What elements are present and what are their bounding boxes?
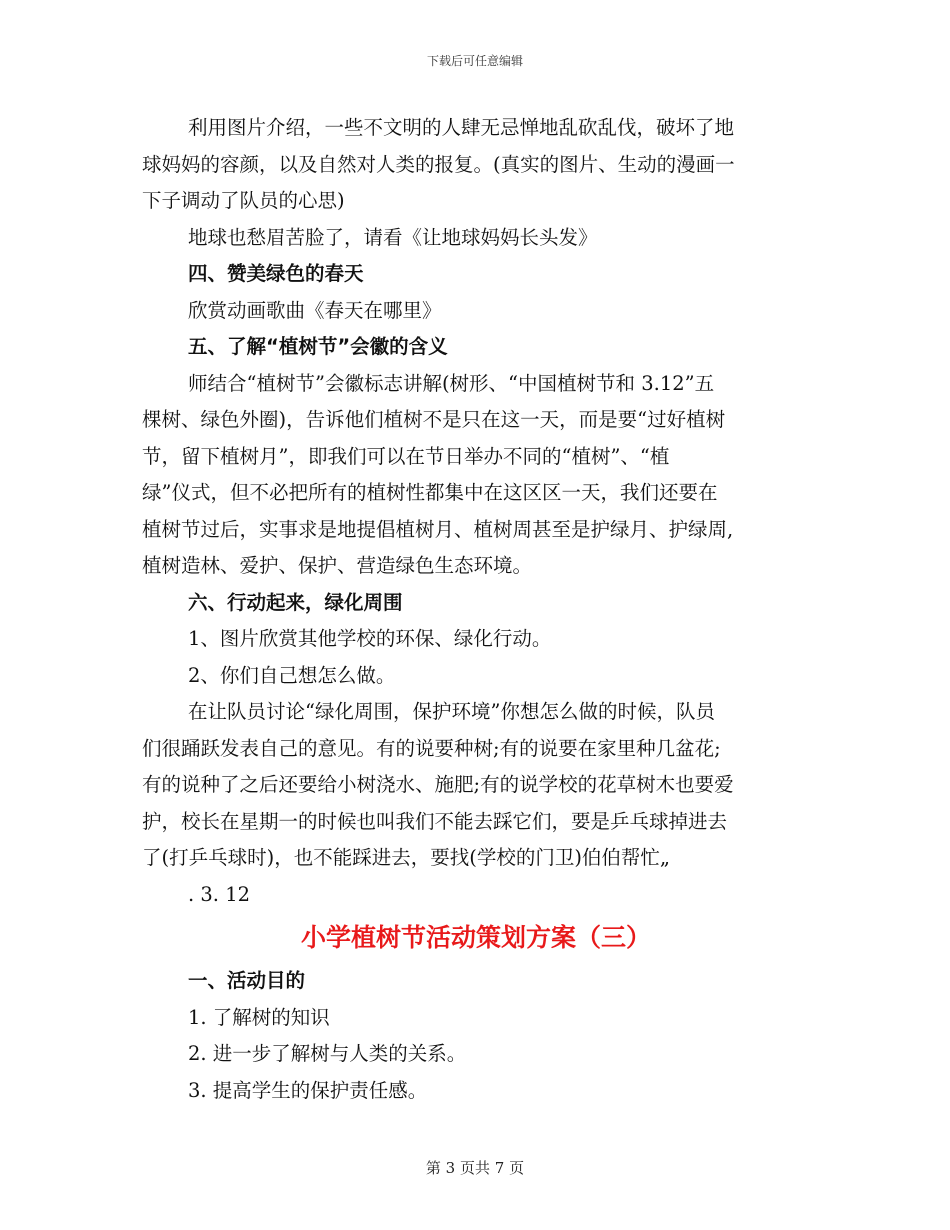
paragraph-line: 在让队员讨论“绿化周围，保护环境”你想怎么做的时候，队员 (188, 700, 715, 723)
paragraph-line: 节，留下植树月”，即我们可以在节日举办不同的“植树”、“植 (142, 444, 670, 468)
date-text: . 3. 12 (188, 882, 251, 906)
list-item: 3. 提高学生的保护责任感。 (188, 1078, 428, 1102)
paragraph-line: 们很踊跃发表自己的意见。有的说要种树;有的说要在家里种几盆花; (142, 736, 721, 760)
section-heading: 四、赞美绿色的春天 (188, 262, 364, 285)
page-footer: 第 3 页共 7 页 (425, 1159, 525, 1177)
paragraph-line: 师结合“植树节”会徽标志讲解(树形、“中国植树节和 3.12”五 (188, 371, 715, 395)
document-title: 小学植树节活动策划方案（三） (300, 923, 651, 952)
paragraph-line: 欣赏动画歌曲《春天在哪里》 (188, 298, 442, 322)
list-item: 2. 进一步了解树与人类的关系。 (188, 1042, 467, 1065)
paragraph-line: 球妈妈的容颜，以及自然对人类的报复。(真实的图片、生动的漫画一 (142, 152, 735, 176)
paragraph-line: 棵树、绿色外圈)，告诉他们植树不是只在这一天，而是要“过好植树 (142, 408, 726, 431)
page-header: 下载后可任意编辑 (426, 54, 523, 68)
section-heading: 六、行动起来，绿化周围 (188, 590, 403, 614)
paragraph-line: 下子调动了队员的心思) (142, 189, 345, 212)
paragraph-line: 有的说种了之后还要给小树浇水、施肥;有的说学校的花草树木也要爱 (142, 773, 734, 796)
paragraph-line: 植树造林、爱护、保护、营造绿色生态环境。 (142, 554, 533, 577)
paragraph-line: 利用图片介绍，一些不文明的人肆无忌惮地乱砍乱伐，破坏了地 (188, 116, 735, 139)
list-item: 2、你们自己想怎么做。 (188, 663, 396, 687)
paragraph-line: 了(打乒乓球时)，也不能踩进去，要找(学校的门卫)伯伯帮忙„ (142, 846, 671, 869)
section-heading: 一、活动目的 (188, 969, 306, 992)
paragraph-line: 绿”仪式，但不必把所有的植树性都集中在这区区一天，我们还要在 (142, 481, 718, 504)
section-heading: 五、了解“植树节”会徽的含义 (188, 335, 448, 358)
paragraph-line: 地球也愁眉苦脸了，请看《让地球妈妈长头发》 (188, 225, 598, 249)
list-item: 1、图片欣赏其他学校的环保、绿化行动。 (188, 627, 552, 650)
paragraph-line: 护，校长在星期一的时候也叫我们不能去踩它们，要是乒乓球掉进去 (142, 809, 728, 833)
document-body (142, 110, 810, 1109)
list-item: 1. 了解树的知识 (188, 1005, 330, 1029)
paragraph-line: 植树节过后，实事求是地提倡植树月、植树周甚至是护绿月、护绿周, (142, 517, 734, 541)
